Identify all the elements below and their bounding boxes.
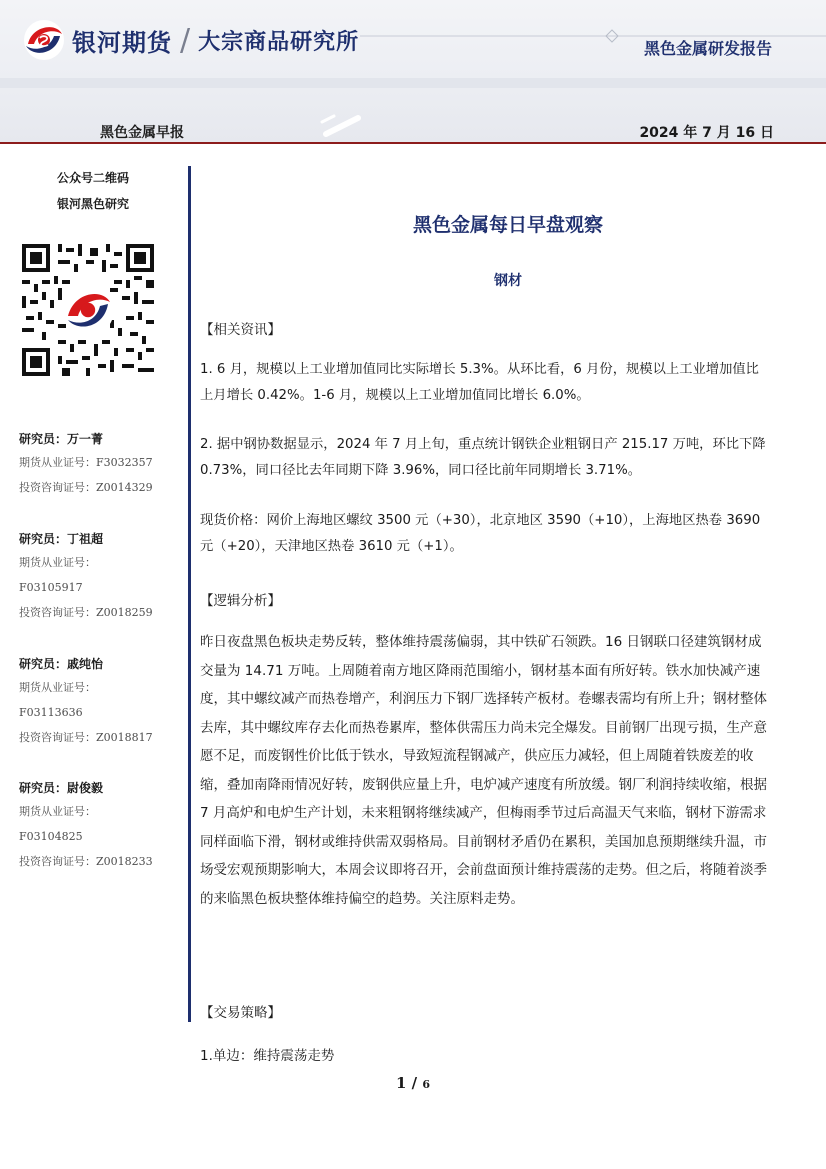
- analyst-card: [19, 531, 153, 630]
- analyst-license: 期货从业证号：: [19, 556, 96, 569]
- analyst-card: [19, 656, 153, 755]
- page-separator: /: [406, 1074, 423, 1092]
- analyst-license: 期货从业证号：: [19, 805, 96, 818]
- report-header-banner: [0, 0, 826, 144]
- logic-analysis: 昨日夜盘黑色板块走势反转，整体维持震荡偏弱，其中铁矿石领跌。16 日钢联口径建筑钢材成交量为 14.71 万吨。上周随着南方地区降雨范围缩小，钢材基本面有所好转。铁水加快减产速度，其中螺纹减产而热卷增产，利润压力下钢厂选择转产板材。卷螺表需均有所上升；钢材整体去库，其中螺纹库存去化而热卷累库，整体供需压力尚未完全爆发。目前钢厂出现亏损，生产意愿不足，而废钢性价比低于铁水，导致短流程钢减产，供应压力减轻，但上周随着铁废差的收缩，叠加南降雨情况好转，废钢供应量上升，电炉减产速度有所放缓。钢厂利润持续收缩，根据 7 月高炉和电炉生产计划，未来粗钢将继续减产，但梅雨季节过后高温天气来临，钢材下游需求同样面临下滑，钢材或维持供需双弱格局。目前钢材矛盾仍在累积，美国加息预期继续升温，市场受宏观预期影响大，本周会议即将召开，会前盘面预计维持震荡的走势。但之后，将随着淡季的来临黑色板块整体维持偏空的趋势。关注原料走势。: [200, 634, 767, 907]
- analyst-name: 研究员：戚纯怡: [19, 657, 104, 671]
- strategy-item: 1.单边：维持震荡走势: [200, 1048, 335, 1064]
- analyst-name: 研究员：丁祖超: [19, 532, 104, 546]
- page-title: 黑色金属每日早盘观察: [412, 214, 603, 236]
- brand-separator: /: [180, 22, 191, 58]
- page-subtitle: 钢材: [494, 273, 522, 289]
- analyst-license: F03104825: [19, 830, 83, 843]
- analyst-license: F03113636: [19, 706, 83, 719]
- company-logo: [22, 18, 359, 62]
- report-series: 黑色金属早报: [100, 125, 184, 141]
- page-current: 1: [395, 1074, 407, 1092]
- analyst-license: 投资咨询证号：Z0018233: [19, 855, 153, 868]
- analyst-license: F03105917: [19, 581, 83, 594]
- page-total: 6: [422, 1078, 431, 1091]
- analyst-name: 研究员：尉俊毅: [19, 781, 104, 795]
- division-name: 大宗商品研究所: [198, 29, 360, 55]
- analyst-card: [19, 780, 153, 879]
- news-item: 2. 据中钢协数据显示，2024 年 7 月上旬，重点统计钢铁企业粗钢日产 215.17 万吨，环比下降 0.73%，同口径比去年同期下降 3.96%，同口径比前年同期增长 3.71%。: [200, 437, 766, 478]
- report-date: 2024 年 7 月 16 日: [639, 125, 774, 141]
- analyst-license: 投资咨询证号：Z0014329: [19, 481, 153, 494]
- news-heading: 【相关资讯】: [200, 322, 281, 338]
- qr-code-icon: [22, 244, 154, 376]
- logic-heading: 【逻辑分析】: [200, 593, 281, 609]
- analyst-license: 期货从业证号：: [19, 681, 96, 694]
- qr-caption-account: 公众号二维码: [56, 171, 129, 185]
- header-divider: [0, 142, 826, 144]
- strategy-heading: 【交易策略】: [200, 1005, 281, 1021]
- main-content: [200, 210, 816, 1064]
- analyst-name: 研究员：万一菁: [19, 432, 104, 446]
- sidebar: [0, 160, 186, 212]
- analyst-license: 期货从业证号：F3032357: [19, 456, 153, 469]
- qr-caption-name: 银河黑色研究: [56, 197, 129, 211]
- spot-price: 现货价格：网价上海地区螺纹 3500 元（+30），北京地区 3590（+10），上海地区热卷 3690 元（+20），天津地区热卷 3610 元（+1）。: [200, 513, 761, 554]
- galaxy-logo-icon: [22, 18, 66, 62]
- analyst-license: 投资咨询证号：Z0018817: [19, 731, 153, 744]
- analyst-license: 投资咨询证号：Z0018259: [19, 606, 153, 619]
- news-item: 1. 6 月，规模以上工业增加值同比实际增长 5.3%。从环比看，6 月份，规模以上工业增加值比上月增长 0.42%。1-6 月，规模以上工业增加值同比增长 6.0%。: [200, 362, 759, 403]
- report-type: 黑色金属研发报告: [643, 39, 772, 58]
- analyst-card: [19, 431, 153, 505]
- brand-name: 银河期货: [72, 28, 172, 57]
- sidebar-divider: [188, 166, 191, 1022]
- page-number: [0, 1074, 826, 1092]
